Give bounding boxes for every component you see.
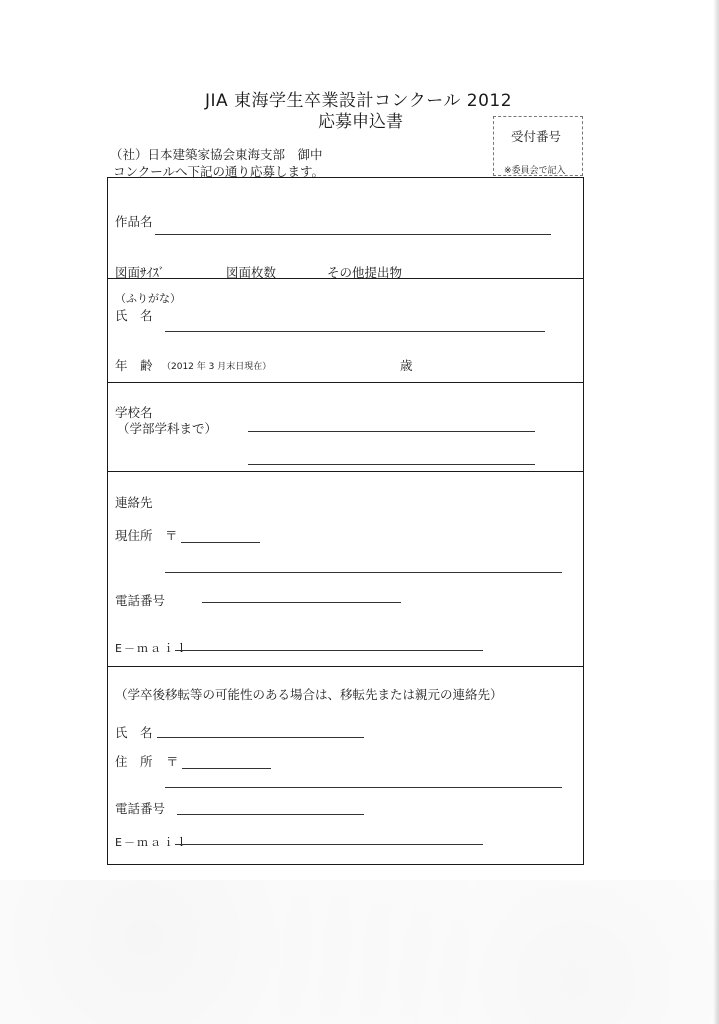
alt-contact-heading: （学卒後移転等の可能性のある場合は、移転先または親元の連絡先） — [115, 687, 503, 702]
intro-text: コンクールへ下記の通り応募します。 — [113, 164, 325, 179]
alt-postal-mark: 〒 — [166, 754, 179, 769]
alt-name-label: 氏 名 — [115, 725, 153, 740]
email-field[interactable] — [175, 650, 483, 651]
age-label: 年 齢 — [115, 358, 153, 373]
addressee: （社）日本建築家協会東海支部 御中 — [110, 147, 323, 162]
work-name-label: 作品名 — [115, 214, 153, 229]
furigana-label: （ふりがな） — [115, 292, 181, 305]
contact-heading: 連絡先 — [115, 495, 153, 510]
phone-label: 電話番号 — [115, 593, 166, 608]
school-field-line-2[interactable] — [248, 464, 535, 465]
form-subtitle: 応募申込書 — [318, 112, 403, 132]
school-label: 学校名 — [115, 405, 153, 420]
receipt-label: 受付番号 — [511, 129, 562, 144]
name-label: 氏 名 — [115, 308, 153, 323]
alt-name-field[interactable] — [157, 737, 364, 738]
phone-field[interactable] — [202, 602, 401, 603]
postal-code-field[interactable] — [181, 542, 260, 543]
alt-phone-label: 電話番号 — [115, 801, 166, 816]
school-field-line-1[interactable] — [248, 431, 535, 432]
work-name-field[interactable] — [155, 234, 551, 235]
form-title: JIA 東海学生卒業設計コンクール 2012 — [205, 91, 513, 111]
receipt-note: ※委員会で記入 — [504, 166, 566, 176]
alt-phone-field[interactable] — [177, 814, 364, 815]
age-note: （2012 年 3 月末日現在） — [162, 362, 272, 372]
section-divider — [107, 471, 584, 472]
alt-email-field[interactable] — [175, 844, 483, 845]
address-label: 現住所 — [115, 528, 153, 543]
postal-mark: 〒 — [165, 528, 178, 543]
school-note: （学部学科まで） — [117, 421, 218, 436]
age-unit: 歳 — [400, 358, 413, 373]
name-field[interactable] — [165, 331, 545, 332]
alt-address-label: 住 所 — [115, 754, 153, 769]
alt-postal-code-field[interactable] — [182, 768, 271, 769]
scan-noise — [0, 880, 719, 1024]
section-divider — [107, 382, 584, 383]
alt-email-label: E－ｍａｉｌ — [115, 836, 189, 849]
scan-edge-shadow — [713, 0, 719, 1024]
drawing-count-label: 図面枚数 — [226, 265, 277, 280]
email-label: E－ｍａｉｌ — [115, 642, 189, 655]
other-submissions-label: その他提出物 — [327, 265, 403, 280]
alt-address-field[interactable] — [165, 787, 562, 788]
receipt-number-box — [493, 116, 583, 176]
section-divider — [107, 666, 584, 667]
address-field[interactable] — [165, 572, 562, 573]
drawing-size-label: 図面ｻｲｽﾞ — [115, 265, 166, 280]
